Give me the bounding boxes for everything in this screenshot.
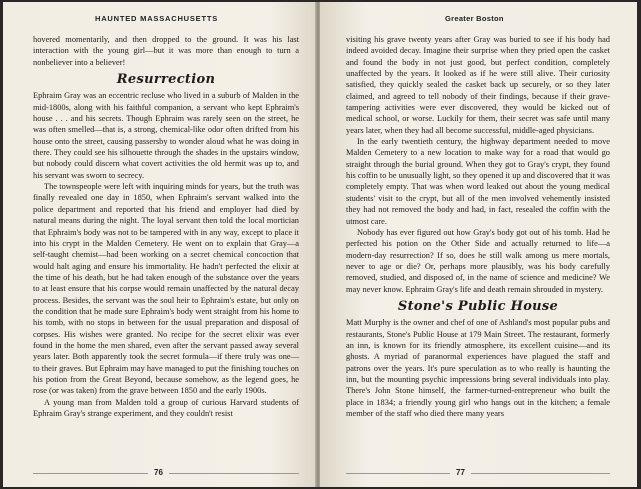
paragraph: Nobody has ever figured out how Gray's body got out of his tomb. Had he perfected his potion on the Other Side and actually returned to life—a modern-day resurrection? If so, does he still walk among us mere mortals, never to age or die? Or, perhaps more plausibly, was his body carefully removed, studied, and disposed of, in the name of science and medicine? We may never know. Ephraim Gray's life and death remain shrouded in mystery. — [346, 227, 610, 294]
footer-rule — [346, 473, 610, 474]
running-head: Greater Boston — [445, 14, 504, 23]
section-heading: Resurrection — [116, 72, 216, 88]
left-page — [3, 2, 317, 487]
page-number: 76 — [148, 468, 169, 477]
body-text — [33, 34, 299, 419]
paragraph: The townspeople were left with inquiring minds for years, but the truth was finally revealed one day in 1850, when Ephraim's servant walked into the police department and reported that his friend and employer had died by natural means during the night. The loyal servant then told the local mortician that Ephraim's body was not to be tampered with in any way, except to place it into his crypt in the Malden Cemetery. He went on to explain that Gray—a self-taught chemist—had been working on a secret chemical concoction that would halt aging and ensure his immortality. He hadn't perfected the elixir at the time of his death, but he had taken enough of the substance over the years to at least ensure that his corpse would remain unaffected by the natural decay process. Besides, the servant was the soul heir to Ephraim's estate, but only on the condition that he made sure Ephraim's body went straight from his home to his tomb, with no stops in between for the usual preparation and disposal of corpses. His wishes were granted. No recipe for the secret elixir was ever found in the home the men shared, even after the servant passed away several years later. Both apparently took the secret formula—if there truly was one—to their graves. But Ephraim may have managed to put the finishing touches on his potion from the Great Beyond, because somehow, as the legend goes, he rose (or was taken) from the grave between 1850 and the early 1900s. — [33, 182, 299, 396]
paragraph: Matt Murphy is the owner and chef of one of Ashland's most popular pubs and restaurants, Stone's Public House at 179 Main Street. The restaurant, formerly an inn, is known for its friendly atmosphere, its excellent cuisine—and its ghosts. A myriad of paranormal experiences have plagued the staff and patrons over the years. It's pure speculation as to who really is haunting the inn, but the mounting psychic impressions bring several individuals into play. There's John Stone himself, the farmer-turned-entrepreneur who built the place in 1834; a friendly young girl who hangs out in the kitchen; a female member of the staff who died there many years — [346, 318, 610, 418]
paragraph: In the early twentieth century, the highway department needed to move Malden Cemetery to a new location to make way for a road that would go straight through the burial ground. When they got to Gray's crypt, they found his coffin to be unusually light, so they opened it up and discovered that it was completely empty. That was when word leaked out about the young medical students' visit to the crypt, but all of the men involved vehemently insisted they had not removed the body and had, in fact, resealed the coffin with the utmost care. — [346, 137, 610, 226]
page-number: 77 — [450, 468, 471, 477]
right-page — [320, 2, 637, 487]
paragraph: visiting his grave twenty years after Gray was buried to see if his body had indeed avoided decay. Imagine their surprise when they pried open the casket and found the body in not just good, but perfect condition, completely unaffected by the years. It looked as if he were still alive. Their curiosity satisfied, they quickly sealed the casket back up securely, or so they later claimed, and agreed to tell nobody of their findings, because if their grave-tampering activities were ever discovered, they would be kicked out of medical school, or worse. Luckily for them, their secret was safe until many years later, when they had all become successful, middle-aged physicians. — [346, 35, 610, 135]
paragraph: A young man from Malden told a group of curious Harvard students of Ephraim Gray's strange experiment, and they couldn't resist — [33, 397, 299, 418]
body-text — [346, 34, 610, 419]
paragraph: hovered momentarily, and then dropped to the ground. It was his last interaction with the young girl—but it was more than enough to turn a nonbeliever into a believer! — [33, 35, 299, 67]
running-head: HAUNTED MASSACHUSETTS — [95, 14, 219, 23]
book-spread — [3, 2, 637, 487]
section-heading: Stone's Public House — [397, 298, 559, 314]
paragraph: Ephraim Gray was an eccentric recluse who lived in a suburb of Malden in the mid-1800s, along with his faithful companion, a servant who kept Ephraim's house . . . and his secrets. Though Ephraim was rarely seen on the street, he was often smelled—that is, a strong, chemical-like odor often drifted from his house onto the street, causing passersby to wonder aloud what he was doing in there. They could see his silhouette through the shades in the upstairs window, but nobody could discern what covert activities the old hermit was up to, and his servant was sworn to secrecy. — [33, 91, 299, 180]
